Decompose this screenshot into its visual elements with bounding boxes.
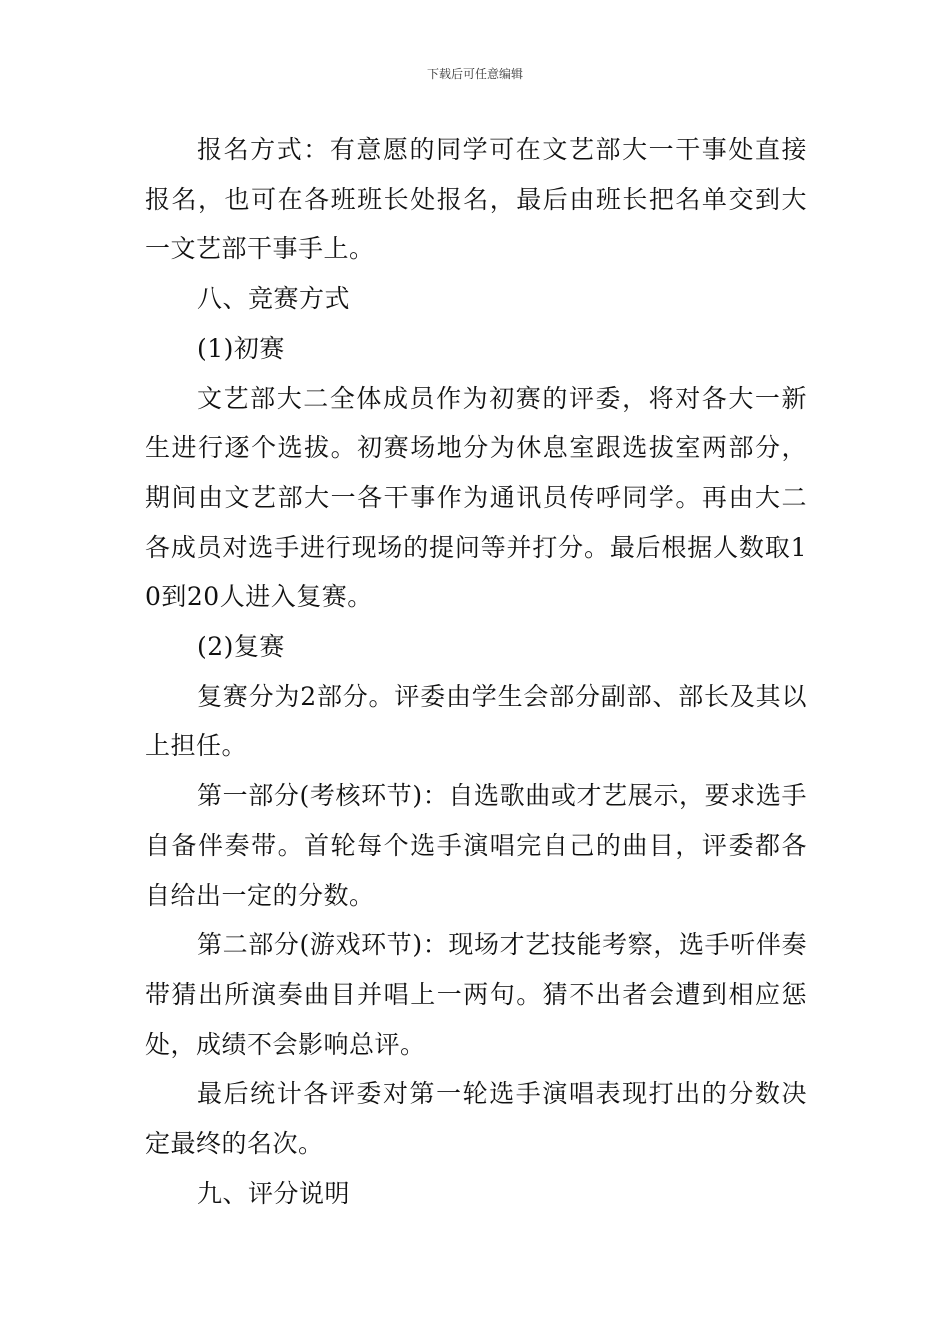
paragraph-preliminary: 文艺部大二全体成员作为初赛的评委，将对各大一新生进行逐个选拔。初赛场地分为休息室跟选拔室两部分，期间由文艺部大一各干事作为通讯员传呼同学。再由大二各成员对选手进行现场的提问等并打分。最后根据人数取10到20人进入复赛。 [145, 383, 807, 612]
heading-competition-format: 八、竞赛方式 [197, 284, 351, 314]
paragraph-final-ranking: 最后统计各评委对第一轮选手演唱表现打出的分数决定最终的名次。 [145, 1079, 807, 1159]
subheading-preliminary: (1)初赛 [197, 333, 285, 363]
paragraph-registration: 报名方式：有意愿的同学可在文艺部大一干事处直接报名，也可在各班班长处报名，最后由班长把名单交到大一文艺部干事手上。 [145, 135, 807, 264]
document-body [145, 125, 807, 1218]
paragraph-part-two: 第二部分(游戏环节)：现场才艺技能考察，选手听伴奏带猜出所演奏曲目并唱上一两句。猜不出者会遭到相应惩处，成绩不会影响总评。 [145, 930, 807, 1059]
heading-scoring: 九、评分说明 [197, 1178, 351, 1208]
paragraph-semifinal-judges: 复赛分为2部分。评委由学生会部分副部、部长及其以上担任。 [145, 681, 807, 761]
header-note: 下载后可任意编辑 [426, 67, 523, 81]
subheading-semifinal: (2)复赛 [197, 632, 285, 662]
paragraph-part-one: 第一部分(考核环节)：自选歌曲或才艺展示，要求选手自备伴奏带。首轮每个选手演唱完自己的曲目，评委都各自给出一定的分数。 [145, 781, 807, 910]
